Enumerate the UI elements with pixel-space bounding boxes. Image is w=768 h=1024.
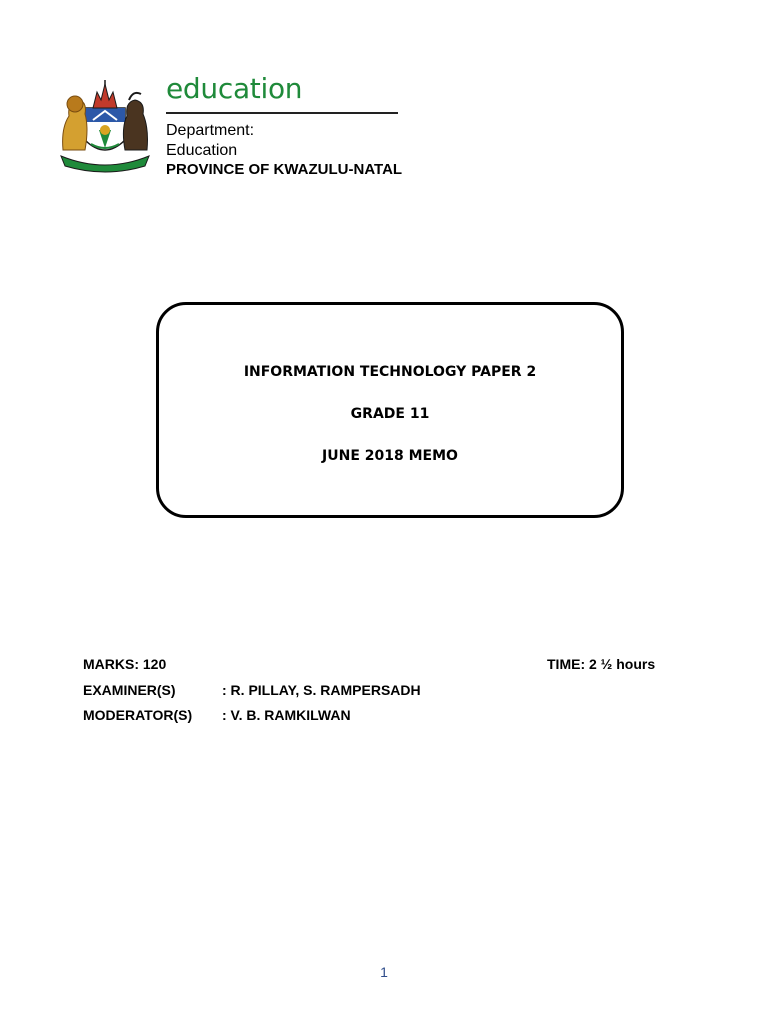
time-text: TIME: 2 ½ hours [547,656,656,672]
department-block [166,121,254,161]
moderator-label: MODERATOR(S) [83,707,193,723]
department-line-2: Education [166,142,238,159]
moderator-value: : V. B. RAMKILWAN [222,707,351,723]
exam-session: JUNE 2018 MEMO [322,448,458,464]
title-box [156,302,624,518]
paper-title: INFORMATION TECHNOLOGY PAPER 2 [243,364,537,380]
page-number: 1 [380,964,388,980]
grade-label: GRADE 11 [350,406,430,422]
kzn-coat-of-arms-icon [55,78,155,174]
marks-text: MARKS: 120 [83,656,167,672]
department-line-1: Department: [166,122,255,139]
examiner-value: : R. PILLAY, S. RAMPERSADH [222,682,421,698]
brand-divider [166,112,398,114]
examiner-label: EXAMINER(S) [83,682,176,698]
province-name: PROVINCE OF KWAZULU-NATAL [166,161,403,178]
brand-wordmark: education [166,72,303,105]
